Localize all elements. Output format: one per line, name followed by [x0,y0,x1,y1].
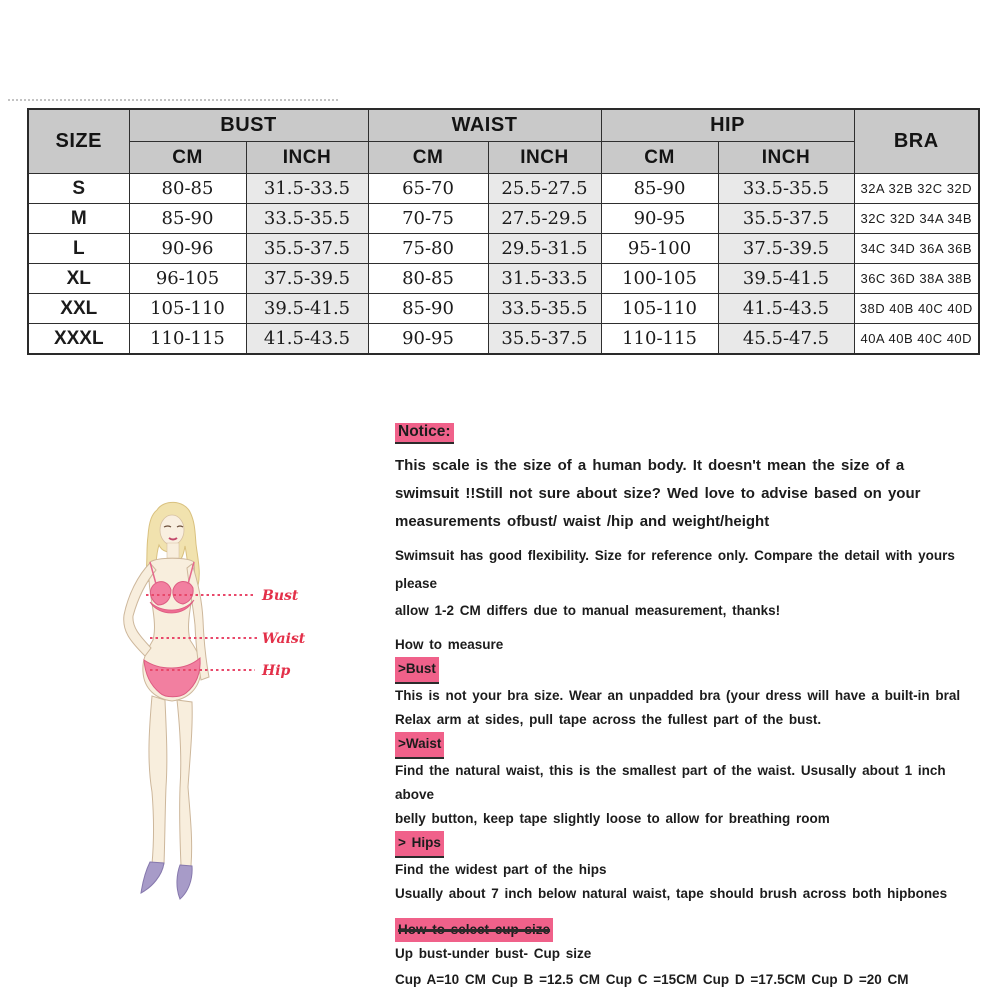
notice-section [395,423,980,992]
cell-bust-cm: 85-90 [129,204,246,234]
cell-bust-inch: 41.5-43.5 [246,324,368,355]
cell-bra: 34C 34D 36A 36B [854,234,979,264]
cell-size: M [28,204,129,234]
size-table-body [28,174,979,355]
cup-size-heading: How to select cup size [395,918,553,942]
right-shoe [177,865,192,899]
cell-bust-cm: 90-96 [129,234,246,264]
cell-waist-inch: 27.5-29.5 [488,204,601,234]
cell-hip-inch: 35.5-37.5 [718,204,854,234]
bust-line: Relax arm at sides, pull tape across the fullest part of the bust. [395,711,822,727]
cell-hip-cm: 90-95 [601,204,718,234]
flexibility-line: Swimsuit has good flexibility. Size for reference only. Compare the detail with yours please [395,548,955,591]
cell-size: S [28,174,129,204]
cell-waist-cm: 75-80 [368,234,488,264]
notice-line: measurements ofbust/ waist /hip and weight/height [395,513,770,530]
cell-bust-cm: 96-105 [129,264,246,294]
cell-bust-inch: 35.5-37.5 [246,234,368,264]
figure-label-hip: Hip [262,663,291,679]
flexibility-line: allow 1-2 CM differs due to manual measurement, thanks! [395,603,781,618]
cell-bust-inch: 31.5-33.5 [246,174,368,204]
header-bust-inch: INCH [246,142,368,174]
waist-heading: >Waist [395,732,444,759]
cell-waist-cm: 90-95 [368,324,488,355]
cell-bust-inch: 33.5-35.5 [246,204,368,234]
cell-hip-inch: 33.5-35.5 [718,174,854,204]
cell-bra: 38D 40B 40C 40D [854,294,979,324]
cell-bust-cm: 105-110 [129,294,246,324]
cup-line: Cup A=10 CM Cup B =12.5 CM Cup C =15CM Cup D =17.5CM Cup D =20 CM [395,971,909,987]
table-row [28,204,979,234]
bust-heading: >Bust [395,657,439,684]
cell-bra: 32A 32B 32C 32D [854,174,979,204]
header-waist-inch: INCH [488,142,601,174]
cell-hip-cm: 110-115 [601,324,718,355]
how-to-measure-section [395,633,980,906]
table-row [28,174,979,204]
table-row [28,264,979,294]
header-hip-inch: INCH [718,142,854,174]
cell-bra: 40A 40B 40C 40D [854,324,979,355]
cell-waist-inch: 31.5-33.5 [488,264,601,294]
cell-waist-inch: 35.5-37.5 [488,324,601,355]
cup-line: Up bust-under bust- Cup size [395,945,592,961]
size-table-header [28,109,979,174]
cell-hip-inch: 39.5-41.5 [718,264,854,294]
bust-line: This is not your bra size. Wear an unpadded bra (your dress will have a built-in bral [395,687,961,703]
cell-bra: 32C 32D 34A 34B [854,204,979,234]
cell-hip-cm: 100-105 [601,264,718,294]
cell-hip-inch: 41.5-43.5 [718,294,854,324]
perforation-line [8,99,338,101]
table-row [28,324,979,355]
cell-hip-cm: 105-110 [601,294,718,324]
hips-line: Find the widest part of the hips [395,861,607,877]
cell-hip-inch: 45.5-47.5 [718,324,854,355]
header-hip-cm: CM [601,142,718,174]
figure-label-waist: Waist [262,631,306,647]
cell-waist-cm: 80-85 [368,264,488,294]
cell-bra: 36C 36D 38A 38B [854,264,979,294]
table-row [28,294,979,324]
notice-line: This scale is the size of a human body. It doesn't mean the size of a [395,457,905,474]
notice-paragraph [395,452,980,536]
cell-hip-cm: 95-100 [601,234,718,264]
header-bust: BUST [129,109,368,142]
neck [167,543,179,558]
right-leg [177,700,192,866]
cell-size: XL [28,264,129,294]
header-waist-cm: CM [368,142,488,174]
cell-waist-cm: 65-70 [368,174,488,204]
header-waist: WAIST [368,109,601,142]
cell-bust-cm: 80-85 [129,174,246,204]
cell-waist-cm: 85-90 [368,294,488,324]
cell-hip-inch: 37.5-39.5 [718,234,854,264]
left-arm [124,563,156,656]
cell-bust-inch: 37.5-39.5 [246,264,368,294]
hips-heading: > Hips [395,831,444,858]
flexibility-paragraph [395,542,980,625]
header-hip: HIP [601,109,854,142]
measurement-figure [100,500,310,915]
cell-waist-inch: 29.5-31.5 [488,234,601,264]
waist-line: Find the natural waist, this is the smallest part of the waist. Ususally about 1 inch above [395,762,946,802]
hips-line: Usually about 7 inch below natural waist, tape should brush across both hipbones [395,885,948,901]
woman-sketch-illustration [100,500,310,915]
cell-size: XXXL [28,324,129,355]
waist-line: belly button, keep tape slightly loose to allow for breathing room [395,810,830,826]
cell-bust-inch: 39.5-41.5 [246,294,368,324]
notice-line: swimsuit !!Still not sure about size? Wed love to advise based on your [395,485,921,502]
notice-heading: Notice: [395,423,454,444]
table-row [28,234,979,264]
left-leg [149,696,167,864]
cell-size: L [28,234,129,264]
face [160,515,184,545]
cell-hip-cm: 85-90 [601,174,718,204]
cell-size: XXL [28,294,129,324]
cup-size-section [395,918,980,992]
header-size: SIZE [28,109,129,174]
cell-waist-cm: 70-75 [368,204,488,234]
how-to-measure-title: How to measure [395,636,504,652]
header-bust-cm: CM [129,142,246,174]
left-shoe [141,862,164,893]
cell-bust-cm: 110-115 [129,324,246,355]
cell-waist-inch: 25.5-27.5 [488,174,601,204]
cell-waist-inch: 33.5-35.5 [488,294,601,324]
size-chart-table [27,108,980,355]
figure-label-bust: Bust [262,588,299,604]
header-bra: BRA [854,109,979,174]
